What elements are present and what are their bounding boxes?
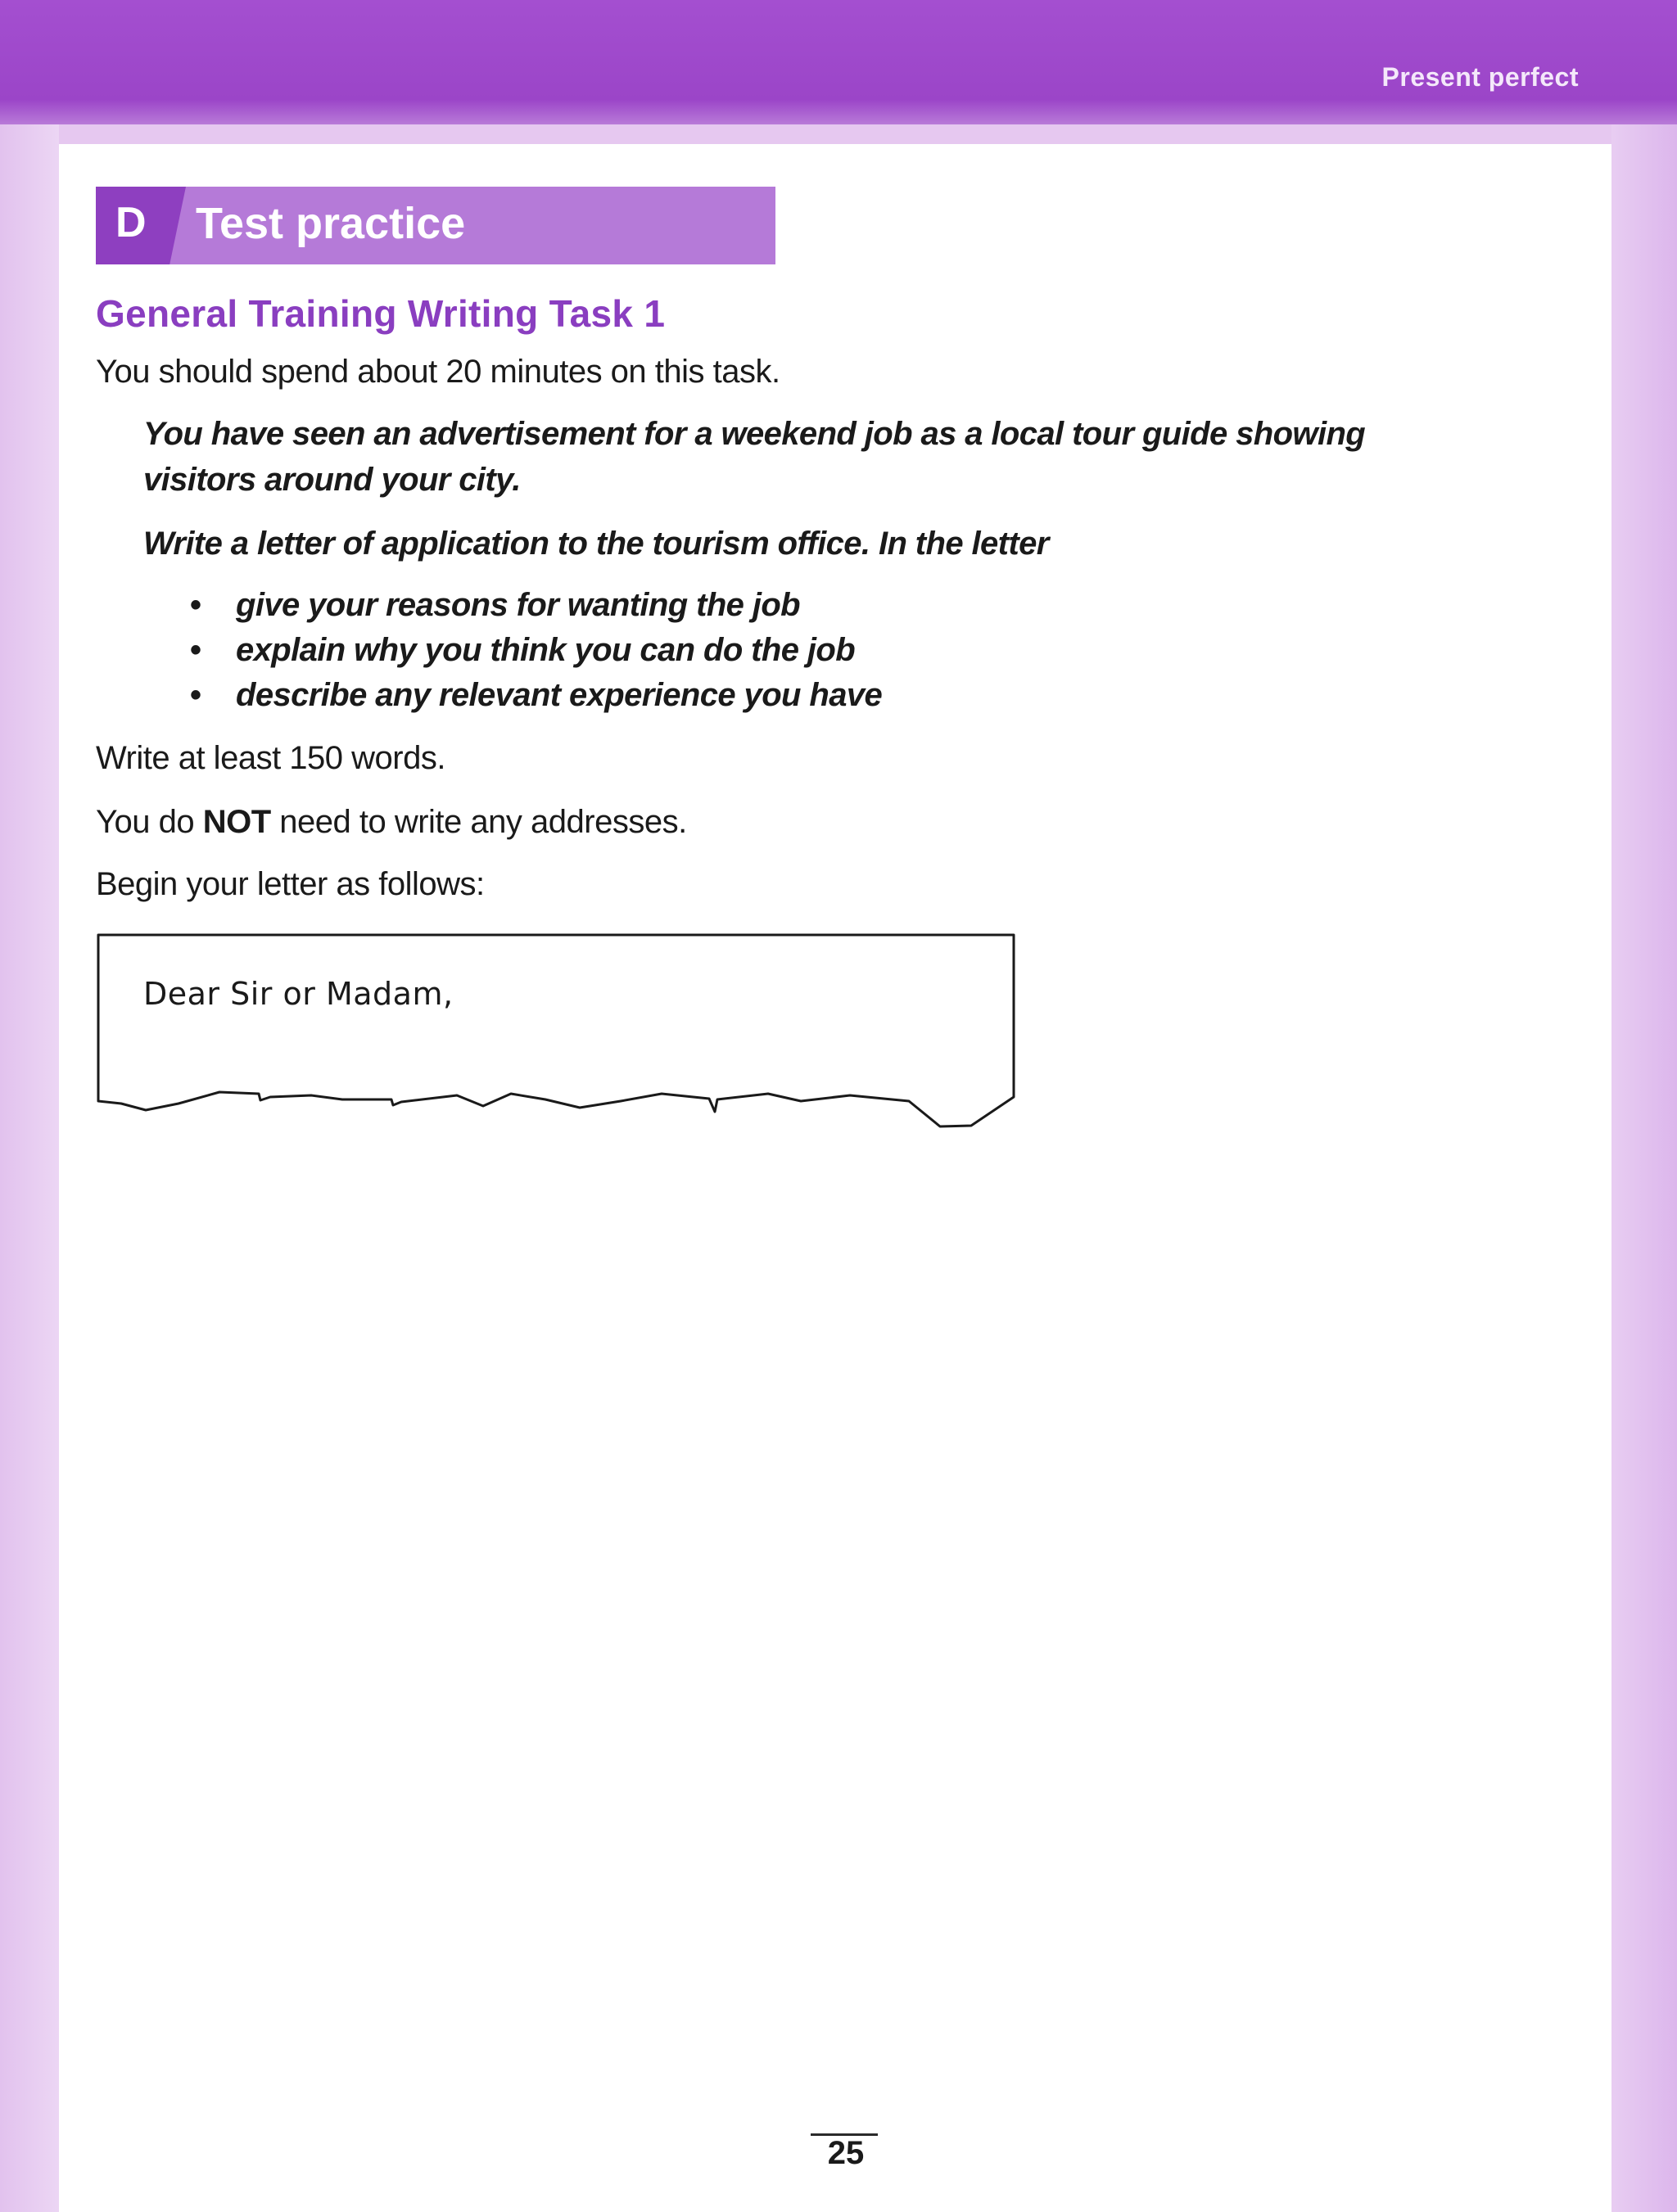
- left-margin-band: [0, 124, 59, 2212]
- list-item: [188, 628, 882, 673]
- time-instruction: You should spend about 20 minutes on this task.: [96, 354, 780, 390]
- page-number: 25: [827, 2135, 865, 2171]
- prompt-paragraph-2: Write a letter of application to the tourism office. In the letter: [143, 526, 1049, 562]
- bullet-text: explain why you think you can do the job: [236, 632, 856, 668]
- right-margin-band: [1611, 124, 1677, 2212]
- bullet-icon: •: [190, 632, 201, 668]
- salutation: Dear Sir or Madam,: [143, 976, 454, 1012]
- list-item: [188, 583, 882, 628]
- section-banner: [96, 187, 775, 264]
- task-heading: General Training Writing Task 1: [96, 292, 666, 335]
- running-head: Present perfect: [1381, 62, 1579, 92]
- section-title: Test practice: [196, 199, 466, 248]
- address-instruction-emphasis: NOT: [202, 804, 271, 840]
- section-letter: D: [115, 199, 147, 246]
- bullet-icon: •: [190, 677, 201, 713]
- bullet-list: [188, 583, 882, 718]
- bullet-text: describe any relevant experience you have: [236, 677, 883, 713]
- address-instruction-after: need to write any addresses.: [270, 804, 687, 840]
- torn-paper-outline: [97, 933, 1015, 1130]
- list-item: [188, 673, 882, 718]
- word-count-instruction: Write at least 150 words.: [96, 740, 445, 776]
- bullet-icon: •: [190, 587, 201, 623]
- bullet-text: give your reasons for wanting the job: [236, 587, 801, 623]
- prompt-paragraph-1: You have seen an advertisement for a weekend job as a local tour guide showing visitors around your city.: [143, 416, 1366, 498]
- begin-instruction: Begin your letter as follows:: [96, 866, 485, 902]
- letter-opening-box: [97, 933, 1015, 1130]
- address-instruction: [96, 804, 687, 841]
- address-instruction-before: You do: [96, 804, 203, 840]
